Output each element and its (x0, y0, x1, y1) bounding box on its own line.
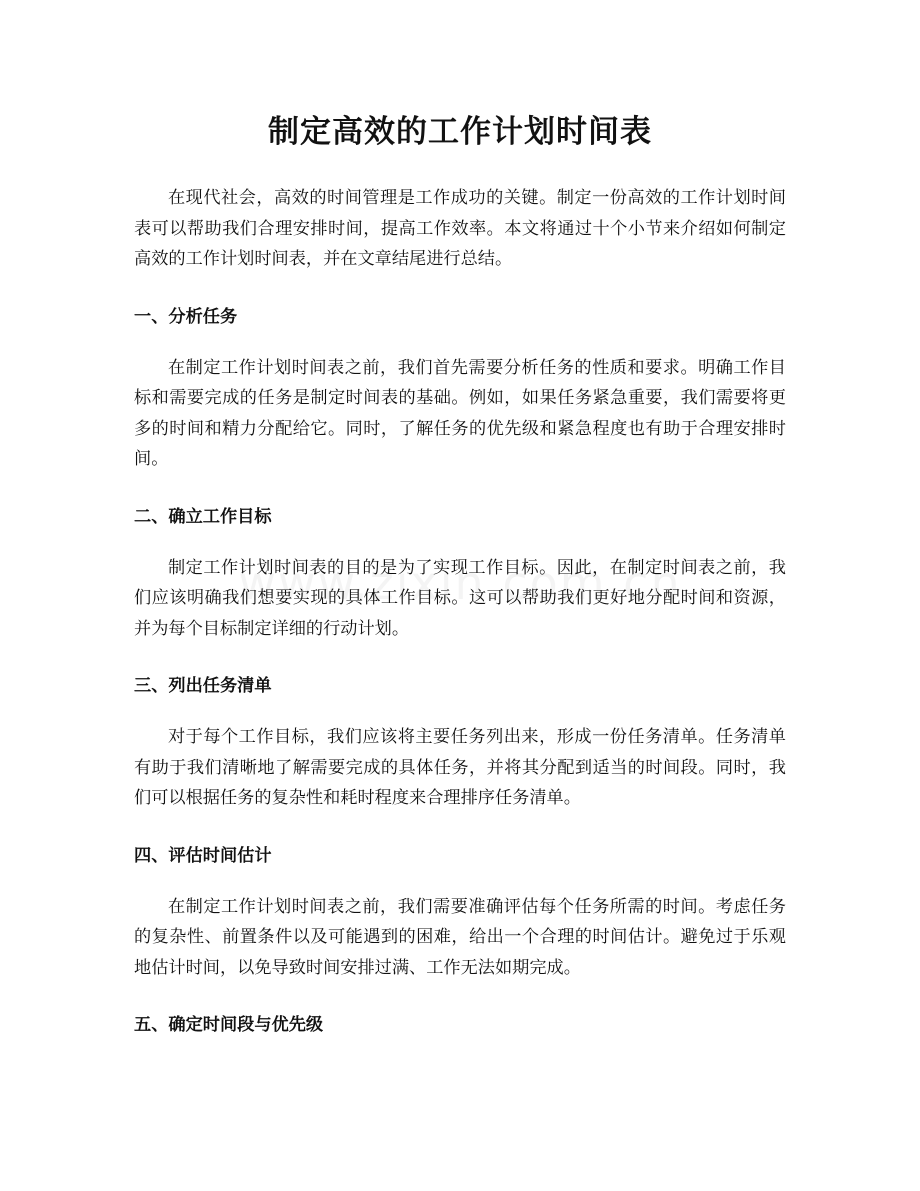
section-body: 制定工作计划时间表的目的是为了实现工作目标。因此，在制定时间表之前，我们应该明确我们想要实现的具体工作目标。这可以帮助我们更好地分配时间和资源，并为每个目标制定详细的行动计划。 (134, 557, 786, 639)
section-heading: 一、分析任务 (134, 306, 238, 327)
section-body: 在制定工作计划时间表之前，我们首先需要分析任务的性质和要求。明确工作目标和需要完成的任务是制定时间表的基础。例如，如果任务紧急重要，我们需要将更多的时间和精力分配给它。同时，了解任务的优先级和紧急程度也有助于合理安排时间。 (134, 357, 786, 469)
section-1 (134, 302, 786, 475)
section-heading: 三、列出任务清单 (134, 676, 272, 696)
document-title: 制定高效的工作计划时间表 (268, 114, 652, 150)
section-body: 对于每个工作目标，我们应该将主要任务列出来，形成一份任务清单。任务清单有助于我们清晰地了解需要完成的具体任务，并将其分配到适当的时间段。同时，我们可以根据任务的复杂性和耗时程度来合理排序任务清单。 (134, 727, 786, 808)
section-5 (134, 1010, 786, 1040)
section-2 (134, 502, 786, 645)
intro-paragraph: 在现代社会，高效的时间管理是工作成功的关键。制定一份高效的工作计划时间表可以帮助我们合理安排时间，提高工作效率。本文将通过十个小节来介绍如何制定高效的工作计划时间表，并在文章结尾进行总结。 (134, 188, 786, 269)
section-heading: 四、评估时间估计 (134, 845, 272, 866)
section-heading: 二、确立工作目标 (134, 506, 272, 527)
section-body: 在制定工作计划时间表之前，我们需要准确评估每个任务所需的时间。考虑任务的复杂性、前置条件以及可能遇到的困难，给出一个合理的时间估计。避免过于乐观地估计时间，以免导致时间安排过满、工作无法如期完成。 (134, 896, 786, 978)
section-heading: 五、确定时间段与优先级 (134, 1015, 324, 1035)
section-3 (134, 671, 786, 814)
section-4 (134, 841, 786, 984)
